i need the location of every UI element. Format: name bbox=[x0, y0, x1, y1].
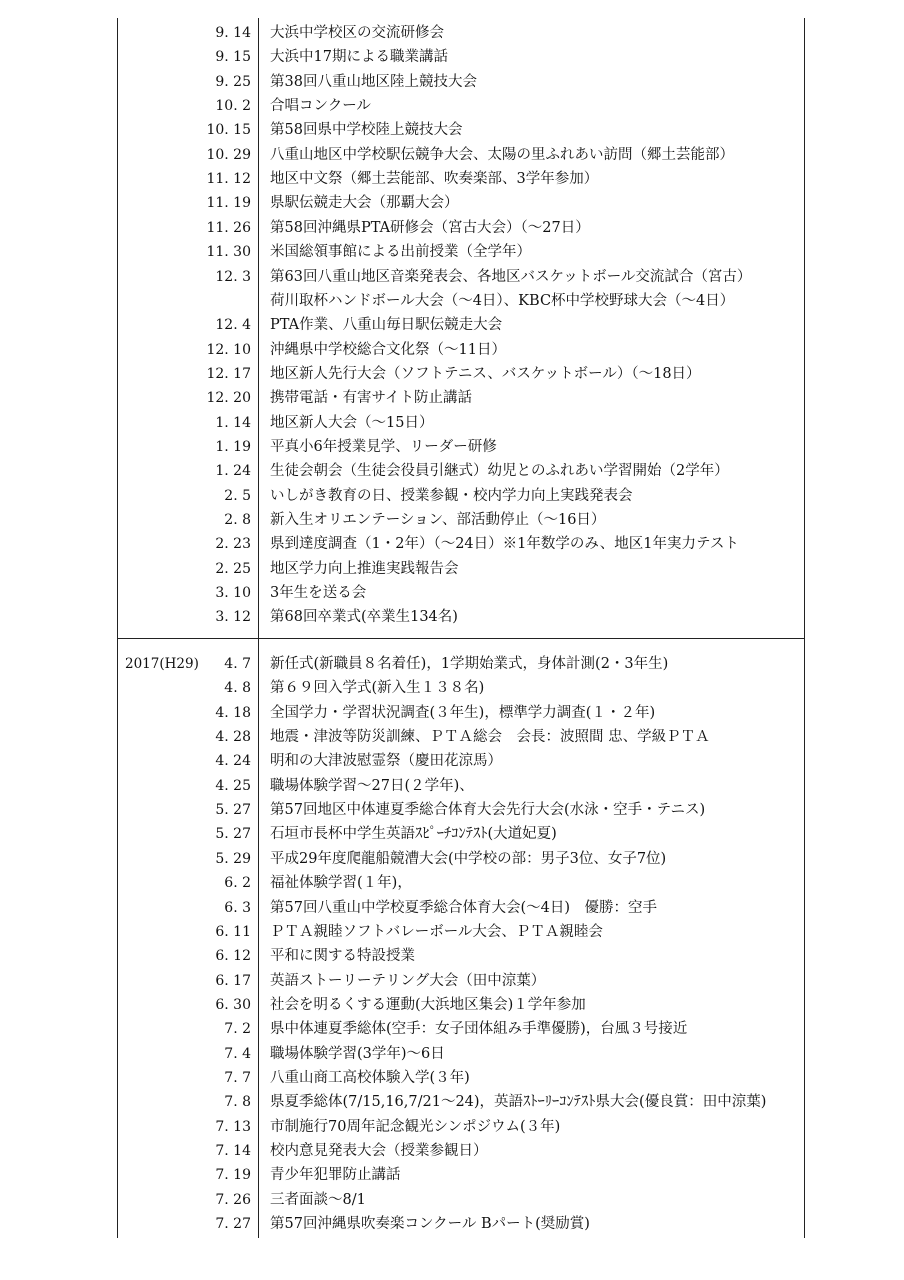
table-row bbox=[117, 118, 805, 142]
event-date: 3. 10 bbox=[215, 585, 251, 602]
event-description: 生徒会朝会（生徒会役員引継式）幼児とのふれあい学習開始（2学年） bbox=[270, 463, 729, 480]
event-date: 4. 18 bbox=[215, 704, 251, 721]
event-date: 10. 15 bbox=[206, 122, 251, 139]
table-row bbox=[117, 557, 805, 581]
year-separator-line bbox=[117, 638, 805, 639]
table-row bbox=[117, 508, 805, 532]
table-row bbox=[117, 1139, 805, 1163]
event-date: 6. 2 bbox=[224, 875, 251, 892]
table-row bbox=[117, 774, 805, 798]
event-description: 荷川取杯ハンドボール大会（～4日）、KBC杯中学校野球大会（～4日） bbox=[270, 292, 735, 309]
table-row bbox=[117, 459, 805, 483]
event-description: 県中体連夏季総体(空手：女子団体組み手準優勝)，台風３号接近 bbox=[270, 1021, 688, 1038]
event-description: 明和の大津波慰霊祭（慶田花涼馬） bbox=[270, 753, 502, 770]
event-description: 市制施行70周年記念観光シンポジウム(３年) bbox=[270, 1118, 561, 1135]
table-row bbox=[117, 216, 805, 240]
event-date: 6. 17 bbox=[215, 972, 251, 989]
table-row bbox=[117, 1115, 805, 1139]
table-row bbox=[117, 701, 805, 725]
table-row bbox=[117, 362, 805, 386]
event-date: 4. 24 bbox=[215, 753, 251, 770]
table-row bbox=[117, 944, 805, 968]
event-date: 7. 14 bbox=[215, 1143, 251, 1159]
table-row bbox=[117, 1042, 805, 1066]
table-row bbox=[117, 969, 805, 993]
event-date: 7. 19 bbox=[215, 1167, 251, 1184]
table-row bbox=[117, 581, 805, 605]
event-description: 全国学力・学習状況調査(３年生)，標準学力調査(１・２年) bbox=[270, 704, 656, 721]
table-row bbox=[117, 411, 805, 435]
event-date: 7. 8 bbox=[224, 1094, 251, 1111]
event-description: 石垣市長杯中学生英語ｽﾋﾟｰﾁｺﾝﾃｽﾄ(大道妃夏) bbox=[270, 826, 557, 843]
event-date: 1. 19 bbox=[215, 438, 251, 455]
table-row bbox=[117, 896, 805, 920]
event-description: 第57回八重山中学校夏季総合体育大会(～4日) 優勝：空手 bbox=[270, 899, 657, 916]
event-date: 6. 12 bbox=[215, 948, 251, 965]
table-row bbox=[117, 94, 805, 118]
event-description: 英語ストーリーテリング大会（田中涼葉） bbox=[270, 972, 546, 989]
event-description: 平真小6年授業見学、リーダー研修 bbox=[270, 438, 497, 455]
event-description: 地区学力向上推進実践報告会 bbox=[270, 560, 459, 577]
event-date: 12. 3 bbox=[215, 268, 251, 285]
event-description: 第58回県中学校陸上競技大会 bbox=[270, 122, 463, 139]
event-date: 6. 3 bbox=[224, 899, 251, 916]
event-date: 11. 30 bbox=[206, 244, 251, 261]
table-row bbox=[117, 386, 805, 410]
table-row bbox=[117, 676, 805, 700]
table-row bbox=[117, 70, 805, 94]
event-date: 2. 8 bbox=[224, 512, 251, 528]
table-row bbox=[117, 45, 805, 69]
table-row bbox=[117, 191, 805, 215]
event-description: 社会を明るくする運動(大浜地区集会)１学年参加 bbox=[270, 996, 586, 1013]
event-description: 第38回八重山地区陸上競技大会 bbox=[270, 73, 477, 90]
table-row bbox=[117, 338, 805, 362]
table-row bbox=[117, 1163, 805, 1187]
event-date: 6. 11 bbox=[215, 923, 251, 940]
table-row bbox=[117, 313, 805, 337]
event-description: 地震・津波等防災訓練、ＰＴＡ総会 会長：波照間 忠、学級ＰＴＡ bbox=[270, 729, 710, 746]
event-date: 9. 14 bbox=[215, 25, 251, 41]
table-row bbox=[117, 484, 805, 508]
event-date: 4. 8 bbox=[224, 680, 251, 697]
event-date: 3. 12 bbox=[215, 609, 251, 626]
event-date: 5. 27 bbox=[215, 802, 251, 819]
event-description: 沖縄県中学校総合文化祭（～11日） bbox=[270, 341, 506, 358]
event-description: 合唱コンクール bbox=[270, 98, 371, 115]
event-date: 1. 24 bbox=[215, 463, 251, 480]
table-row bbox=[117, 167, 805, 191]
table-row bbox=[117, 265, 805, 289]
event-description: 地区新人大会（～15日） bbox=[270, 414, 434, 431]
table-row bbox=[117, 21, 805, 45]
table-row bbox=[117, 435, 805, 459]
table-row bbox=[117, 532, 805, 556]
event-description: 大浜中学校区の交流研修会 bbox=[270, 25, 444, 41]
table-row bbox=[117, 871, 805, 895]
event-date: 12. 17 bbox=[206, 365, 251, 382]
event-description: 職場体験学習～27日(２学年)、 bbox=[270, 777, 474, 794]
event-description: 地区中文祭（郷土芸能部、吹奏楽部、3学年参加） bbox=[270, 171, 599, 188]
event-description: ＰＴＡ親睦ソフトバレーボール大会、ＰＴＡ親睦会 bbox=[270, 923, 603, 940]
table-row bbox=[117, 847, 805, 871]
event-description: 新任式(新職員８名着任)，1学期始業式，身体計測(2・3年生) bbox=[270, 656, 669, 672]
event-description: 地区新人先行大会（ソフトテニス、バスケットボール）（～18日） bbox=[270, 365, 701, 382]
event-description: 第６９回入学式(新入生１３８名) bbox=[270, 680, 485, 697]
event-description: 平和に関する特設授業 bbox=[270, 948, 415, 965]
event-description: 平成29年度爬龍船競漕大会(中学校の部：男子3位、女子7位) bbox=[270, 850, 667, 867]
event-date: 10. 29 bbox=[206, 146, 251, 163]
table-row bbox=[117, 1066, 805, 1090]
event-date: 7. 27 bbox=[215, 1216, 251, 1233]
event-date: 12. 4 bbox=[215, 317, 251, 334]
event-description: 3年生を送る会 bbox=[270, 585, 367, 602]
event-description: 青少年犯罪防止講話 bbox=[270, 1167, 401, 1184]
event-description: 第58回沖縄県PTA研修会（宮古大会）（～27日） bbox=[270, 219, 590, 236]
event-description: 三者面談～8/1 bbox=[270, 1191, 366, 1208]
event-date: 10. 2 bbox=[215, 98, 251, 115]
event-description: 県駅伝競走大会（那覇大会） bbox=[270, 195, 459, 212]
table-row bbox=[117, 725, 805, 749]
event-description: 職場体験学習(3学年)～6日 bbox=[270, 1045, 445, 1062]
event-date: 1. 14 bbox=[215, 414, 251, 431]
event-description: いしがき教育の日、授業参観・校内学力向上実践発表会 bbox=[270, 487, 633, 504]
table-row bbox=[117, 605, 805, 629]
event-description: 第57回地区中体連夏季総合体育大会先行大会(水泳・空手・テニス) bbox=[270, 802, 706, 819]
event-date: 7. 4 bbox=[224, 1045, 251, 1062]
event-date: 7. 26 bbox=[215, 1191, 251, 1208]
table-row bbox=[117, 798, 805, 822]
event-date: 9. 25 bbox=[215, 73, 251, 90]
event-date: 4. 25 bbox=[215, 777, 251, 794]
event-description: 県夏季総体(7/15,16,7/21～24)，英語ｽﾄｰﾘｰｺﾝﾃｽﾄ県大会(優良賞：田中涼葉) bbox=[270, 1094, 767, 1111]
table-row bbox=[117, 1090, 805, 1114]
table-row bbox=[117, 652, 805, 676]
event-date: 4. 28 bbox=[215, 729, 251, 746]
table-row bbox=[117, 1188, 805, 1212]
event-date: 7. 7 bbox=[224, 1069, 251, 1086]
table-row bbox=[117, 749, 805, 773]
event-date: 7. 2 bbox=[224, 1021, 251, 1038]
event-description: 携帯電話・有害サイト防止講話 bbox=[270, 390, 472, 407]
event-description: 第68回卒業式(卒業生134名) bbox=[270, 609, 458, 626]
event-description: 大浜中17期による職業講話 bbox=[270, 49, 448, 66]
table-row bbox=[117, 143, 805, 167]
event-description: PTA作業、八重山毎日駅伝競走大会 bbox=[270, 317, 503, 334]
event-date: 7. 13 bbox=[215, 1118, 251, 1135]
table-row bbox=[117, 1017, 805, 1041]
event-date: 11. 26 bbox=[206, 219, 251, 236]
table-row bbox=[117, 1212, 805, 1236]
table-row bbox=[117, 289, 805, 313]
event-date: 12. 20 bbox=[206, 390, 251, 407]
event-description: 八重山地区中学校駅伝競争大会、太陽の里ふれあい訪問（郷土芸能部） bbox=[270, 146, 734, 163]
event-description: 校内意見発表大会（授業参観日） bbox=[270, 1143, 488, 1159]
event-date: 2. 25 bbox=[215, 560, 251, 577]
event-date: 2. 5 bbox=[224, 487, 251, 504]
event-description: 福祉体験学習(１年)， bbox=[270, 875, 412, 892]
event-date: 11. 12 bbox=[206, 171, 251, 188]
event-description: 米国総領事館による出前授業（全学年） bbox=[270, 244, 531, 261]
event-description: 第63回八重山地区音楽発表会、各地区バスケットボール交流試合（宮古） bbox=[270, 268, 752, 285]
event-date: 12. 10 bbox=[206, 341, 251, 358]
event-date: 6. 30 bbox=[215, 996, 251, 1013]
event-description: 県到達度調査（1・2年）（～24日）※1年数学のみ、地区1年実力テスト bbox=[270, 536, 739, 553]
event-date: 2. 23 bbox=[215, 536, 251, 553]
table-row bbox=[117, 993, 805, 1017]
event-description: 第57回沖縄県吹奏楽コンクール Bパート(奨励賞) bbox=[270, 1216, 590, 1233]
table-row bbox=[117, 920, 805, 944]
event-description: 八重山商工高校体験入学(３年) bbox=[270, 1069, 470, 1086]
event-date: 11. 19 bbox=[206, 195, 251, 212]
table-row bbox=[117, 822, 805, 846]
event-date: 5. 29 bbox=[215, 850, 251, 867]
event-description: 新入生オリエンテーション、部活動停止（～16日） bbox=[270, 512, 606, 528]
event-date: 9. 15 bbox=[215, 49, 251, 66]
table-row bbox=[117, 240, 805, 264]
year-label: 2017(H29) bbox=[125, 656, 199, 672]
timeline-table bbox=[117, 18, 805, 1238]
event-date: 5. 27 bbox=[215, 826, 251, 843]
event-date: 4. 7 bbox=[224, 656, 251, 672]
